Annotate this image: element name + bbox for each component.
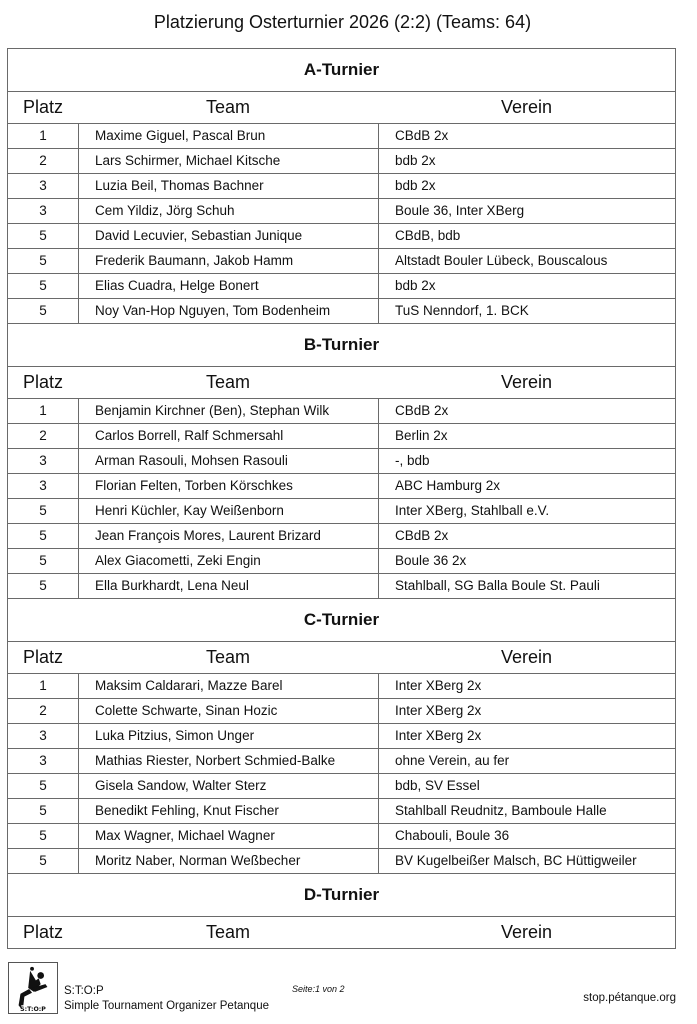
cell-verein: bdb 2x xyxy=(395,153,436,168)
table-row xyxy=(8,499,675,524)
column-header-team: Team xyxy=(205,372,250,392)
cell-platz: 5 xyxy=(8,299,79,323)
cell-verein: Berlin 2x xyxy=(395,428,448,443)
cell-team: Florian Felten, Torben Körschkes xyxy=(79,474,379,498)
cell-verein: Inter XBerg 2x xyxy=(395,703,482,718)
cell-team: Elias Cuadra, Helge Bonert xyxy=(79,274,379,298)
table-row xyxy=(8,399,675,424)
cell-platz: 5 xyxy=(8,549,79,573)
cell-platz: 3 xyxy=(8,724,79,748)
cell-platz: 3 xyxy=(8,749,79,773)
cell-verein: Inter XBerg, Stahlball e.V. xyxy=(395,503,550,518)
table-row xyxy=(8,224,675,249)
section-title: C-Turnier xyxy=(8,599,675,642)
cell-team: Carlos Borrell, Ralf Schmersahl xyxy=(79,424,379,448)
column-header-team: Team xyxy=(205,97,250,117)
cell-platz: 3 xyxy=(8,449,79,473)
cell-verein: Altstadt Bouler Lübeck, Bouscalous xyxy=(395,253,608,268)
brand-block xyxy=(64,984,269,1014)
cell-verein: CBdB 2x xyxy=(395,403,449,418)
page-number: Seite:1 von 2 xyxy=(292,984,345,994)
table-row xyxy=(8,274,675,299)
column-header-platz: Platz xyxy=(22,647,64,667)
cell-platz: 5 xyxy=(8,524,79,548)
table-row xyxy=(8,749,675,774)
table-row xyxy=(8,449,675,474)
table-row xyxy=(8,849,675,873)
cell-verein: CBdB, bdb xyxy=(395,228,461,243)
cell-platz: 2 xyxy=(8,149,79,173)
stop-logo-icon xyxy=(8,962,58,1014)
cell-team: Ella Burkhardt, Lena Neul xyxy=(79,574,379,598)
cell-platz: 1 xyxy=(8,399,79,423)
cell-team: Noy Van-Hop Nguyen, Tom Bodenheim xyxy=(79,299,379,323)
tournament-section xyxy=(8,49,675,324)
table-row xyxy=(8,424,675,449)
cell-platz: 5 xyxy=(8,274,79,298)
column-header-row xyxy=(8,92,675,124)
section-title: A-Turnier xyxy=(8,49,675,92)
section-rows xyxy=(8,124,675,323)
table-row xyxy=(8,149,675,174)
cell-verein: bdb, SV Essel xyxy=(395,778,480,793)
table-row xyxy=(8,199,675,224)
column-header-platz: Platz xyxy=(22,372,64,392)
cell-team: Max Wagner, Michael Wagner xyxy=(79,824,379,848)
cell-platz: 5 xyxy=(8,774,79,798)
cell-team: Arman Rasouli, Mohsen Rasouli xyxy=(79,449,379,473)
cell-team: Luka Pitzius, Simon Unger xyxy=(79,724,379,748)
cell-platz: 5 xyxy=(8,224,79,248)
cell-verein: bdb 2x xyxy=(395,178,436,193)
cell-platz: 5 xyxy=(8,249,79,273)
results-table xyxy=(7,48,676,949)
tournament-section xyxy=(8,324,675,599)
cell-team: Colette Schwarte, Sinan Hozic xyxy=(79,699,379,723)
cell-team: Alex Giacometti, Zeki Engin xyxy=(79,549,379,573)
table-row xyxy=(8,474,675,499)
cell-platz: 3 xyxy=(8,199,79,223)
cell-verein: BV Kugelbeißer Malsch, BC Hüttigweiler xyxy=(395,853,637,868)
cell-platz: 1 xyxy=(8,674,79,698)
section-rows xyxy=(8,399,675,598)
cell-platz: 5 xyxy=(8,849,79,873)
table-row xyxy=(8,824,675,849)
cell-verein: Boule 36, Inter XBerg xyxy=(395,203,525,218)
cell-team: Henri Küchler, Kay Weißenborn xyxy=(79,499,379,523)
cell-verein: Boule 36 2x xyxy=(395,553,467,568)
column-header-platz: Platz xyxy=(22,922,64,942)
cell-verein: CBdB 2x xyxy=(395,528,449,543)
table-row xyxy=(8,124,675,149)
tournament-section xyxy=(8,874,675,948)
column-header-team: Team xyxy=(205,922,250,942)
column-header-verein: Verein xyxy=(500,372,553,392)
cell-verein: ABC Hamburg 2x xyxy=(395,478,501,493)
table-row xyxy=(8,699,675,724)
column-header-team: Team xyxy=(205,647,250,667)
table-row xyxy=(8,724,675,749)
cell-platz: 2 xyxy=(8,699,79,723)
website-link[interactable]: stop.pétanque.org xyxy=(583,992,676,1004)
page-footer xyxy=(0,960,697,1024)
table-row xyxy=(8,524,675,549)
cell-verein: TuS Nenndorf, 1. BCK xyxy=(395,303,529,318)
cell-platz: 3 xyxy=(8,174,79,198)
tournament-section xyxy=(8,599,675,874)
column-header-row xyxy=(8,642,675,674)
cell-team: Benjamin Kirchner (Ben), Stephan Wilk xyxy=(79,399,379,423)
cell-platz: 5 xyxy=(8,824,79,848)
cell-verein: Stahlball Reudnitz, Bamboule Halle xyxy=(395,803,607,818)
table-row xyxy=(8,299,675,323)
cell-team: Maxime Giguel, Pascal Brun xyxy=(79,124,379,148)
column-header-verein: Verein xyxy=(500,647,553,667)
column-header-verein: Verein xyxy=(500,922,553,942)
brand-long: Simple Tournament Organizer Petanque xyxy=(64,1000,269,1012)
cell-team: David Lecuvier, Sebastian Junique xyxy=(79,224,379,248)
cell-team: Gisela Sandow, Walter Sterz xyxy=(79,774,379,798)
cell-platz: 5 xyxy=(8,574,79,598)
brand-short: S:T:O:P xyxy=(64,985,104,997)
cell-team: Moritz Naber, Norman Weßbecher xyxy=(79,849,379,873)
table-row xyxy=(8,174,675,199)
section-title: D-Turnier xyxy=(8,874,675,917)
cell-platz: 5 xyxy=(8,799,79,823)
cell-verein: bdb 2x xyxy=(395,278,436,293)
cell-team: Luzia Beil, Thomas Bachner xyxy=(79,174,379,198)
section-title: B-Turnier xyxy=(8,324,675,367)
table-row xyxy=(8,674,675,699)
cell-team: Jean François Mores, Laurent Brizard xyxy=(79,524,379,548)
cell-platz: 5 xyxy=(8,499,79,523)
cell-verein: Inter XBerg 2x xyxy=(395,678,482,693)
cell-team: Lars Schirmer, Michael Kitsche xyxy=(79,149,379,173)
table-row xyxy=(8,799,675,824)
cell-verein: Inter XBerg 2x xyxy=(395,728,482,743)
cell-verein: CBdB 2x xyxy=(395,128,449,143)
cell-team: Benedikt Fehling, Knut Fischer xyxy=(79,799,379,823)
document-title: Platzierung Osterturnier 2026 (2:2) (Teams: 64) xyxy=(153,12,532,32)
cell-platz: 3 xyxy=(8,474,79,498)
cell-verein: Stahlball, SG Balla Boule St. Pauli xyxy=(395,578,600,593)
column-header-row xyxy=(8,367,675,399)
section-rows xyxy=(8,674,675,873)
table-row xyxy=(8,549,675,574)
cell-team: Frederik Baumann, Jakob Hamm xyxy=(79,249,379,273)
column-header-row xyxy=(8,917,675,948)
table-row xyxy=(8,249,675,274)
column-header-platz: Platz xyxy=(22,97,64,117)
column-header-verein: Verein xyxy=(500,97,553,117)
cell-platz: 1 xyxy=(8,124,79,148)
cell-team: Maksim Caldarari, Mazze Barel xyxy=(79,674,379,698)
cell-verein: ohne Verein, au fer xyxy=(395,753,510,768)
table-row xyxy=(8,774,675,799)
cell-verein: -, bdb xyxy=(395,453,430,468)
logo-text: S:T:O:P xyxy=(20,1006,46,1013)
table-row xyxy=(8,574,675,598)
cell-team: Cem Yildiz, Jörg Schuh xyxy=(79,199,379,223)
cell-platz: 2 xyxy=(8,424,79,448)
cell-team: Mathias Riester, Norbert Schmied-Balke xyxy=(79,749,379,773)
cell-verein: Chabouli, Boule 36 xyxy=(395,828,510,843)
